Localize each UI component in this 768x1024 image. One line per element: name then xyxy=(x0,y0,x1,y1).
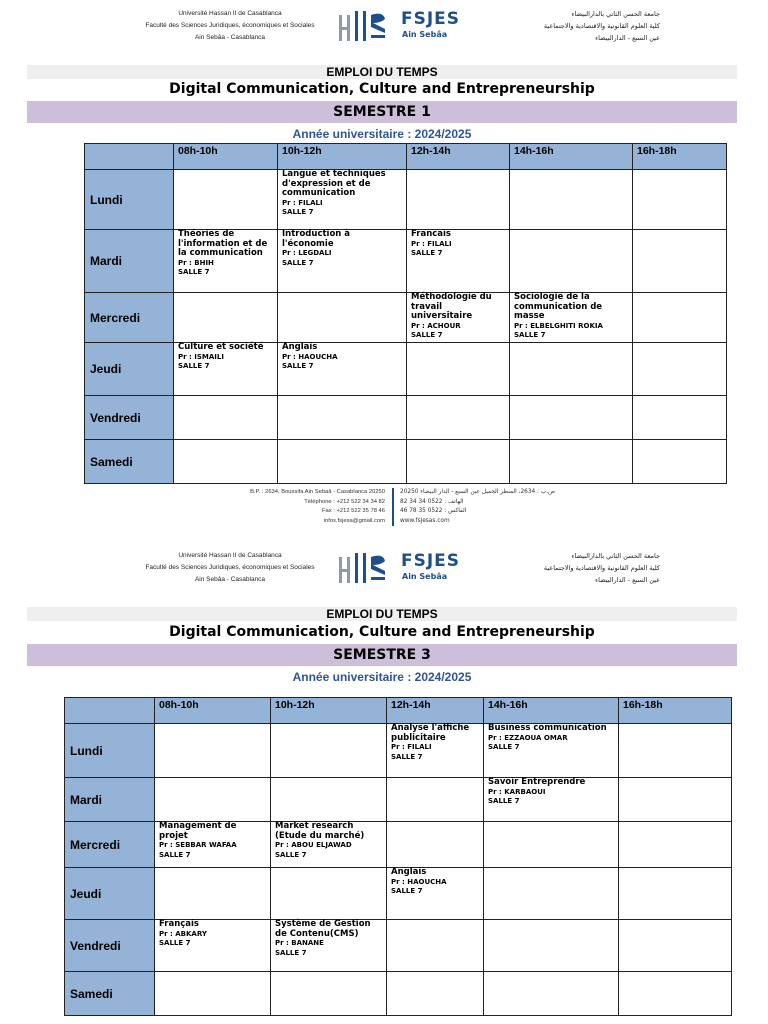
class-slot xyxy=(407,230,510,293)
university-name-ar xyxy=(490,550,660,586)
empty-slot xyxy=(278,293,407,343)
empty-slot xyxy=(407,396,510,440)
university-name-fr xyxy=(130,550,330,586)
empty-slot xyxy=(174,440,278,484)
empty-slot xyxy=(510,170,633,230)
empty-slot xyxy=(271,778,387,822)
empty-slot xyxy=(271,868,387,920)
professor-name: Pr : ACHOUR xyxy=(411,321,461,330)
contact-line: ص.ب : 2634، المنظر الجميل عين السبع - الدار البيضاء 20250 xyxy=(400,489,556,495)
empty-slot xyxy=(510,396,633,440)
contact-line: www.fsjesas.com xyxy=(400,517,450,524)
day-label: Vendredi xyxy=(65,920,155,972)
course-name: Francais xyxy=(411,229,451,239)
semester-title: SEMESTRE 3 xyxy=(27,644,737,666)
room-label: SALLE 7 xyxy=(159,939,191,947)
contact-line: infos.fsjesa@gmail.com xyxy=(323,517,385,524)
logo-subtitle: Ain Sebâa xyxy=(402,572,448,581)
empty-slot xyxy=(633,293,727,343)
empty-slot xyxy=(174,396,278,440)
empty-slot xyxy=(619,920,732,972)
room-label: SALLE 7 xyxy=(411,249,443,257)
day-row xyxy=(85,230,727,293)
empty-slot xyxy=(633,343,727,396)
course-name: Anglais xyxy=(282,342,318,352)
day-label: Mercredi xyxy=(85,293,174,343)
time-slot-header: 12h-14h xyxy=(387,698,484,724)
class-slot xyxy=(271,920,387,972)
day-label: Mardi xyxy=(85,230,174,293)
room-label: SALLE 7 xyxy=(178,268,210,276)
header-line: Faculté des Sciences Juridiques, économiques et Sociales xyxy=(145,22,315,29)
class-slot xyxy=(174,343,278,396)
contact-fr xyxy=(250,488,385,526)
header-line: عين السبع - الدارالبيضاء xyxy=(595,576,660,584)
class-slot xyxy=(155,920,271,972)
professor-name: Pr : HAOUCHA xyxy=(282,352,338,361)
contact-line: B.P. : 2634, Boussifa Ain Sebaâ - Casablanca 20250 xyxy=(250,489,385,495)
class-slot xyxy=(278,230,407,293)
university-header-2 xyxy=(0,550,768,590)
empty-slot xyxy=(510,230,633,293)
room-label: SALLE 7 xyxy=(178,362,210,370)
uh2c-logo-icon xyxy=(337,9,397,43)
empty-slot xyxy=(633,396,727,440)
course-name: Analyse l'affiche publicitaire xyxy=(391,723,470,743)
course-name: Savoir Entreprendre xyxy=(488,777,586,787)
professor-name: Pr : ISMAILI xyxy=(178,352,224,361)
empty-slot xyxy=(387,972,484,1016)
room-label: SALLE 7 xyxy=(488,797,520,805)
university-name-fr xyxy=(130,8,330,44)
room-label: SALLE 7 xyxy=(391,752,423,761)
header-line: Ain Sebâa - Casablanca xyxy=(194,576,266,583)
day-row xyxy=(65,724,732,778)
professor-name: Pr : FILALI xyxy=(391,743,432,751)
day-label: Jeudi xyxy=(85,343,174,396)
course-name: Langue et techniques d'expression et de communication xyxy=(282,169,386,198)
empty-slot xyxy=(484,868,619,920)
contact-line: الفاكس : 0522 35 78 46 xyxy=(400,508,467,514)
class-slot xyxy=(407,293,510,343)
room-label: SALLE 7 xyxy=(411,331,443,339)
day-row xyxy=(65,822,732,868)
time-slot-header: 08h-10h xyxy=(174,144,278,170)
empty-slot xyxy=(619,724,732,778)
empty-slot xyxy=(619,822,732,868)
course-name: Système de Gestion de Contenu(CMS) xyxy=(275,919,371,939)
course-name: Management de projet xyxy=(159,821,237,841)
empty-slot xyxy=(271,972,387,1016)
empty-slot xyxy=(155,778,271,822)
course-name: Anglais xyxy=(391,867,427,877)
logo-subtitle: Ain Sebâa xyxy=(402,30,448,39)
class-slot xyxy=(484,724,619,778)
course-name: Culture et société xyxy=(178,342,264,352)
day-label: Vendredi xyxy=(85,396,174,440)
university-name-ar xyxy=(490,8,660,44)
day-row xyxy=(65,778,732,822)
academic-year: Année universitaire : 2024/2025 xyxy=(292,127,472,141)
contact-line: Fax : +212 522 35 78 46 xyxy=(321,508,385,514)
day-row xyxy=(85,440,727,484)
timetable-semester-3 xyxy=(64,697,732,1016)
day-row xyxy=(85,170,727,230)
corner-cell xyxy=(65,698,155,724)
time-slot-header-row xyxy=(85,144,727,170)
class-slot xyxy=(271,822,387,868)
fsjes-logo xyxy=(337,551,467,585)
empty-slot xyxy=(510,440,633,484)
timetable-semester-1 xyxy=(84,143,727,484)
logo-name: FSJES xyxy=(401,551,461,571)
course-name: Théories de l'information et de la communication xyxy=(178,229,268,258)
academic-year: Année universitaire : 2024/2025 xyxy=(292,670,472,684)
professor-name: Pr : ABKARY xyxy=(159,929,207,938)
contact-line: الهاتف : 0522 34 34 82 xyxy=(400,498,464,505)
header-line: عين السبع - الدارالبيضاء xyxy=(595,34,660,42)
room-label: SALLE 7 xyxy=(275,948,307,957)
room-label: SALLE 7 xyxy=(488,743,520,751)
class-slot xyxy=(387,724,484,778)
empty-slot xyxy=(619,972,732,1016)
professor-name: Pr : LEGDALI xyxy=(282,249,332,257)
fsjes-logo xyxy=(337,9,467,43)
time-slot-header: 14h-16h xyxy=(484,698,619,724)
empty-slot xyxy=(387,778,484,822)
course-name: Français xyxy=(159,919,199,929)
header-line: جامعة الحسن الثاني بالدارالبيضاء xyxy=(571,552,660,560)
room-label: SALLE 7 xyxy=(391,887,423,895)
course-name: Méthodologie du travail universitaire xyxy=(411,292,492,321)
day-row xyxy=(85,343,727,396)
professor-name: Pr : HAOUCHA xyxy=(391,877,447,886)
course-name: Business communication xyxy=(488,723,607,733)
professor-name: Pr : KARBAOUI xyxy=(488,787,546,796)
empty-slot xyxy=(633,440,727,484)
empty-slot xyxy=(155,868,271,920)
uh2c-logo-icon xyxy=(337,551,397,585)
empty-slot xyxy=(271,724,387,778)
professor-name: Pr : FILALI xyxy=(411,239,452,248)
room-label: SALLE 7 xyxy=(282,258,314,267)
empty-slot xyxy=(619,778,732,822)
course-name: Market research (Etude du marché) xyxy=(275,821,365,841)
day-row xyxy=(85,293,727,343)
professor-name: Pr : ABOU ELJAWAD xyxy=(275,841,352,849)
header-line: جامعة الحسن الثاني بالدارالبيضاء xyxy=(571,10,660,18)
empty-slot xyxy=(510,343,633,396)
logo-name: FSJES xyxy=(401,9,461,29)
time-slot-header: 14h-16h xyxy=(510,144,633,170)
class-slot xyxy=(387,868,484,920)
course-name: Introduction à l'économie xyxy=(282,229,351,249)
empty-slot xyxy=(484,972,619,1016)
day-label: Mercredi xyxy=(65,822,155,868)
empty-slot xyxy=(484,822,619,868)
day-row xyxy=(65,972,732,1016)
time-slot-header: 12h-14h xyxy=(407,144,510,170)
time-slot-header: 10h-12h xyxy=(278,144,407,170)
program-title: Digital Communication, Culture and Entrepreneurship xyxy=(169,624,595,640)
course-name: Sociologie de la communication de masse xyxy=(514,292,603,321)
empty-slot xyxy=(155,972,271,1016)
class-slot xyxy=(155,822,271,868)
professor-name: Pr : FILALI xyxy=(282,198,323,207)
professor-name: Pr : BHIH xyxy=(178,258,214,267)
empty-slot xyxy=(174,170,278,230)
class-slot xyxy=(174,230,278,293)
empty-slot xyxy=(407,440,510,484)
empty-slot xyxy=(278,396,407,440)
day-label: Samedi xyxy=(85,440,174,484)
professor-name: Pr : BANANE xyxy=(275,939,324,947)
room-label: SALLE 7 xyxy=(282,208,314,216)
contact-line: Téléphone : +212 522 34 34 82 xyxy=(304,498,385,505)
header-line: Université Hassan II de Casablanca xyxy=(178,552,282,559)
header-line: كلية العلوم القانونية والاقتصادية والاجتماعية xyxy=(543,564,660,572)
contact-footer-1 xyxy=(0,488,768,528)
footer-divider xyxy=(392,488,394,526)
timetable-heading: EMPLOI DU TEMPS xyxy=(27,607,737,621)
time-slot-header: 08h-10h xyxy=(155,698,271,724)
professor-name: Pr : ELBELGHITI ROKIA xyxy=(514,321,603,330)
professor-name: Pr : EZZAOUA OMAR xyxy=(488,733,568,742)
day-label: Jeudi xyxy=(65,868,155,920)
contact-ar xyxy=(400,488,555,526)
class-slot xyxy=(484,778,619,822)
university-header-1 xyxy=(0,8,768,48)
class-slot xyxy=(510,293,633,343)
header-line: Ain Sebâa - Casablanca xyxy=(194,34,266,41)
room-label: SALLE 7 xyxy=(514,331,546,339)
room-label: SALLE 7 xyxy=(282,362,314,370)
semester-title: SEMESTRE 1 xyxy=(27,101,737,123)
class-slot xyxy=(278,170,407,230)
timetable-heading: EMPLOI DU TEMPS xyxy=(27,65,737,79)
time-slot-header: 16h-18h xyxy=(619,698,732,724)
room-label: SALLE 7 xyxy=(159,850,191,859)
empty-slot xyxy=(278,440,407,484)
day-label: Mardi xyxy=(65,778,155,822)
day-label: Lundi xyxy=(65,724,155,778)
empty-slot xyxy=(387,822,484,868)
day-label: Samedi xyxy=(65,972,155,1016)
empty-slot xyxy=(484,920,619,972)
day-row xyxy=(85,396,727,440)
time-slot-header: 16h-18h xyxy=(633,144,727,170)
corner-cell xyxy=(85,144,174,170)
empty-slot xyxy=(155,724,271,778)
empty-slot xyxy=(174,293,278,343)
day-row xyxy=(65,868,732,920)
empty-slot xyxy=(619,868,732,920)
empty-slot xyxy=(633,230,727,293)
empty-slot xyxy=(407,343,510,396)
professor-name: Pr : SEBBAR WAFAA xyxy=(159,841,237,849)
empty-slot xyxy=(633,170,727,230)
day-row xyxy=(65,920,732,972)
day-label: Lundi xyxy=(85,170,174,230)
program-title: Digital Communication, Culture and Entrepreneurship xyxy=(169,81,595,97)
empty-slot xyxy=(407,170,510,230)
header-line: Université Hassan II de Casablanca xyxy=(178,10,282,17)
time-slot-header: 10h-12h xyxy=(271,698,387,724)
header-line: كلية العلوم القانونية والاقتصادية والاجتماعية xyxy=(543,22,660,30)
time-slot-header-row xyxy=(65,698,732,724)
class-slot xyxy=(278,343,407,396)
empty-slot xyxy=(387,920,484,972)
room-label: SALLE 7 xyxy=(275,850,307,859)
header-line: Faculté des Sciences Juridiques, économiques et Sociales xyxy=(145,564,315,571)
